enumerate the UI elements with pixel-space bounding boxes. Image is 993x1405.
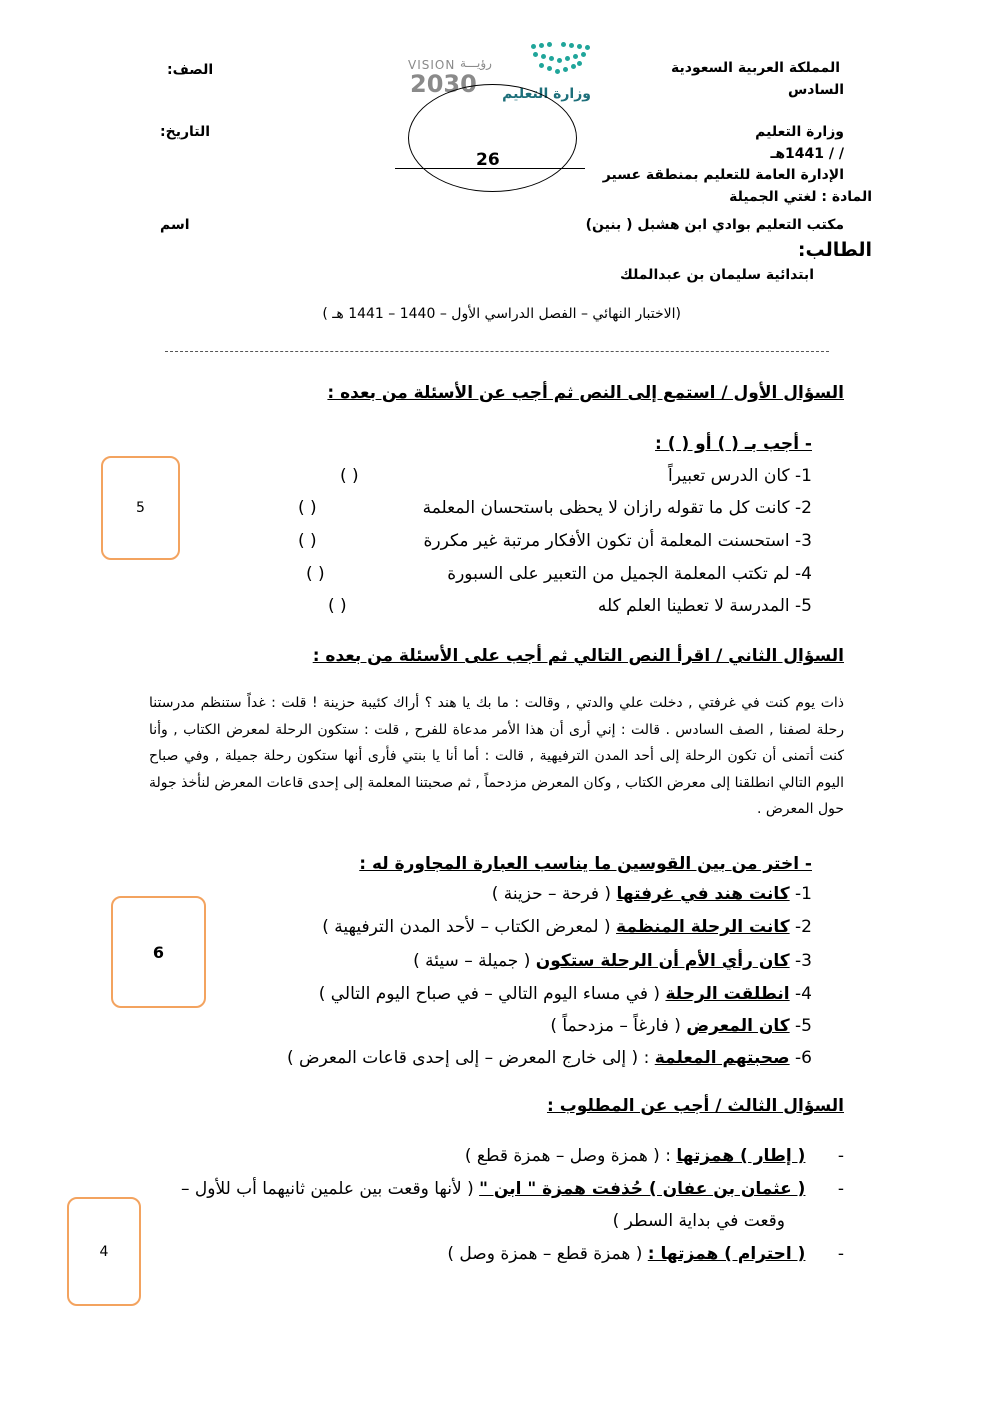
header-office: مكتب التعليم بوادي ابن هشبل ( بنين)	[585, 217, 844, 233]
q1-item-4-answer[interactable]: ( )	[306, 564, 325, 584]
q1-item-2-answer[interactable]: ( )	[298, 498, 317, 518]
q2-item-4: 4- انطلقت الرحلة ( في مساء اليوم التالي – في صباح اليوم التالي )	[318, 984, 812, 1004]
q3-score-box	[67, 1197, 141, 1306]
q1-item-3-answer[interactable]: ( )	[298, 531, 317, 551]
total-score-ellipse	[408, 84, 577, 192]
q2-instruction: - اختر من بين القوسين ما يناسب العبارة المجاورة له :	[359, 854, 812, 874]
header-year: / / 1441هـ	[770, 146, 844, 162]
q1-item-3: 3- استحسنت المعلمة أن تكون الأفكار مرتبة غير مكررة	[423, 531, 812, 551]
header-date-label: التاريخ:	[160, 124, 211, 140]
q1-item-4: 4- لم تكتب المعلمة الجميل من التعبير على السبورة	[447, 564, 812, 584]
q2-title: السؤال الثاني / اقرأ النص التالي ثم أجب على الأسئلة من بعده :	[312, 646, 844, 666]
q2-score-box	[111, 896, 206, 1008]
q2-item-2: 2- كانت الرحلة المنظمة ( لمعرض الكتاب – لأحد المدن الترفيهية )	[322, 917, 812, 937]
q3-title: السؤال الثالث / أجب عن المطلوب :	[546, 1096, 844, 1116]
header-kingdom: المملكة العربية السعودية	[671, 60, 840, 76]
q1-item-5: 5- المدرسة لا تعطينا العلم كله	[597, 596, 812, 616]
q1-item-1-answer[interactable]: ( )	[340, 466, 359, 486]
q1-score-box	[101, 456, 180, 560]
header-name-label: اسم	[160, 217, 190, 233]
header-ministry: وزارة التعليم	[755, 124, 844, 140]
q3-item-2-continued: وقعت في بداية السطر )	[612, 1211, 785, 1231]
q2-item-5: 5- كان المعرض ( فارغاً – مزدحماً )	[550, 1016, 812, 1036]
q2-item-1: 1- كانت هند في غرفتها ( فرحة – حزينة )	[491, 884, 812, 904]
q2-score: 6	[152, 942, 165, 962]
header-grade-value: السادس	[787, 82, 844, 98]
ministry-logo: وزارة التعليم	[527, 40, 597, 118]
q3-item-3: - ( احترام ) همزتها : ( همزة قطع – همزة وصل )	[447, 1244, 844, 1264]
q1-item-5-answer[interactable]: ( )	[328, 596, 347, 616]
q1-item-1: 1- كان الدرس تعبيراً	[667, 466, 812, 486]
separator-line	[165, 351, 829, 353]
vision-2030-logo: VISION رؤيـــة 2030	[408, 56, 492, 98]
header-student-label: الطالب:	[797, 239, 872, 261]
q3-item-1: - ( إطار ) همزتها : ( همزة وصل – همزة قطع )	[464, 1146, 844, 1166]
q1-score: 5	[136, 500, 145, 516]
q2-item-3: 3- كان رأي الأم أن الرحلة ستكون ( جميلة – سيئة )	[413, 951, 812, 971]
exam-title: (الاختبار النهائي – الفصل الدراسي الأول – 1440 – 1441 هـ )	[322, 306, 681, 322]
header-grade-label: الصف:	[167, 62, 214, 78]
header-school: ابتدائية سليمان بن عبدالملك	[620, 267, 814, 283]
header-directorate: الإدارة العامة للتعليم بمنطقة عسير	[602, 167, 844, 183]
total-score: 26	[476, 150, 500, 170]
header-subject: المادة : لغتي الجميلة	[729, 189, 872, 205]
q1-item-2: 2- كانت كل ما تقوله رازان لا يحظى باستحسان المعلمة	[422, 498, 812, 518]
q3-score: 4	[99, 1243, 109, 1260]
q2-passage: ذات يوم كنت في غرفتي , دخلت علي والدتي , وقالت : ما بك يا هند ؟ أراك كئيبة حزينة ! قلت : غداً ستنظم مدرستنا رحلة لصفنا , الصف السادس . قالت : إني أرى أن هذا الأمر مدعاة للفرح , قلت : ستكون الرحلة لمعرض الكتاب , وأنا كنت أتمنى أن تكون الرحلة إلى أحد المدن الترفيهية , قالت : أما أنا يا بنتي فأرى أنها ستكون رحلة جميلة , وفي صباح اليوم التالي انطلقنا إلى معرض الكتاب , وكان المعرض مزدحماً , ثم صحبتنا المعلمة إلى إحدى قاعات المعرض لنأخذ جولة حول المعرض .	[149, 695, 844, 817]
q3-item-2: - ( عثمان بن عفان ) حُذفت همزة " ابن " ( لأنها وقعت بين علمين ثانيهما أب للأول –	[180, 1179, 844, 1199]
q1-title: السؤال الأول / استمع إلى النص ثم أجب عن الأسئلة من بعده :	[327, 383, 844, 403]
q1-instruction: - أجب بـ ( ) أو ( ) :	[655, 434, 812, 454]
q2-item-6: 6- صحبتهم المعلمة : ( إلى خارج المعرض – إلى إحدى قاعات المعرض )	[286, 1048, 812, 1068]
